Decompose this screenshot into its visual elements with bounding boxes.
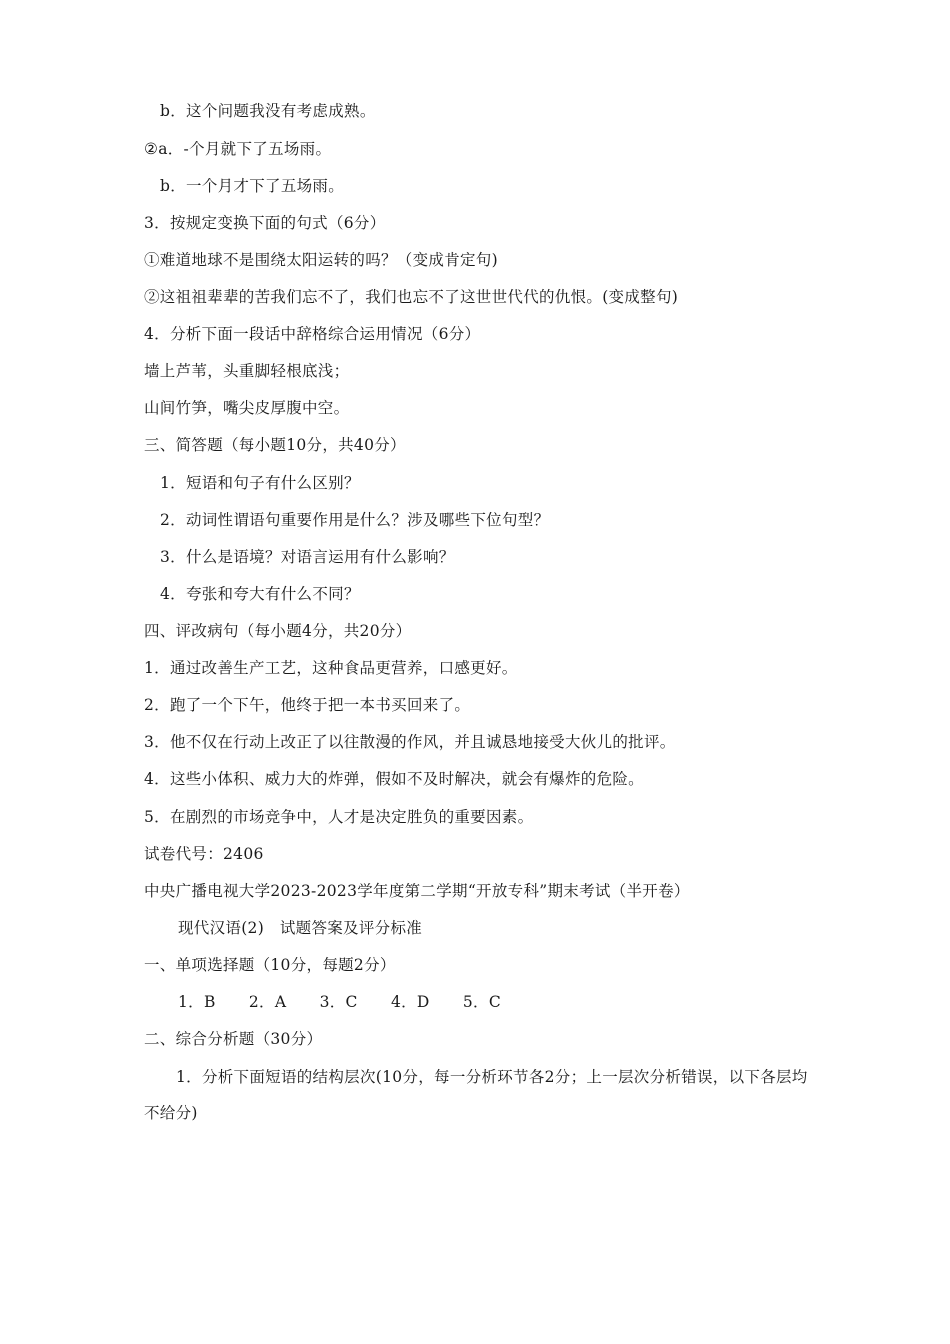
text-line: 3．什么是语境？对语言运用有什么影响？ (160, 548, 455, 566)
answer-row (178, 991, 529, 1013)
answer-item: 3．C (319, 993, 358, 1011)
answer-item: 5．C (462, 993, 502, 1011)
section-heading: 一、单项选择题（10分，每题2分） (144, 956, 396, 974)
question-heading: 3．按规定变换下面的句式（6分） (144, 214, 386, 232)
text-paragraph: 1．分析下面短语的结构层次(10分，每一分析环节各2分；上一层次分析错误，以下各层均不给分) (144, 1068, 808, 1122)
exam-subtitle: 现代汉语(2) 试题答案及评分标准 (178, 919, 423, 937)
text-line: 2．动词性谓语句重要作用是什么？涉及哪些下位句型？ (160, 511, 550, 529)
paper-code: 试卷代号：2406 (144, 845, 264, 863)
text-line: b．这个问题我没有考虑成熟。 (160, 102, 376, 120)
answer-item: 1．B (178, 993, 216, 1011)
text-line: 5．在剧烈的市场竞争中，人才是决定胜负的重要因素。 (144, 808, 534, 826)
text-line: 1．短语和句子有什么区别？ (160, 474, 360, 492)
section-heading: 二、综合分析题（30分） (144, 1030, 323, 1048)
text-line: ②这祖祖辈辈的苦我们忘不了，我们也忘不了这世世代代的仇恨。(变成整句) (144, 288, 679, 306)
text-line: 2．跑了一个下午，他终于把一本书买回来了。 (144, 696, 471, 714)
text-line: ①难道地球不是围绕太阳运转的吗？（变成肯定句) (144, 251, 498, 269)
text-line: 墙上芦苇，头重脚轻根底浅； (144, 362, 350, 380)
text-line: ②a．-个月就下了五场雨。 (144, 140, 332, 158)
text-line: 山间竹笋，嘴尖皮厚腹中空。 (144, 399, 350, 417)
text-line: 1．通过改善生产工艺，这种食品更营养，口感更好。 (144, 659, 518, 677)
section-heading: 四、评改病句（每小题4分，共20分） (144, 622, 412, 640)
exam-title: 中央广播电视大学2023-2023学年度第二学期“开放专科”期末考试（半开卷） (144, 882, 690, 900)
answer-item: 4．D (390, 993, 430, 1011)
answer-item: 2．A (248, 993, 287, 1011)
text-line: 4．这些小体积、威力大的炸弹，假如不及时解决，就会有爆炸的危险。 (144, 770, 644, 788)
text-line: 3．他不仅在行动上改正了以往散漫的作风，并且诚恳地接受大伙儿的批评。 (144, 733, 676, 751)
text-line: b．一个月才下了五场雨。 (160, 177, 345, 195)
question-heading: 4．分析下面一段话中辞格综合运用情况（6分） (144, 325, 481, 343)
text-line: 4．夸张和夸大有什么不同？ (160, 585, 360, 603)
section-heading: 三、简答题（每小题10分，共40分） (144, 436, 406, 454)
